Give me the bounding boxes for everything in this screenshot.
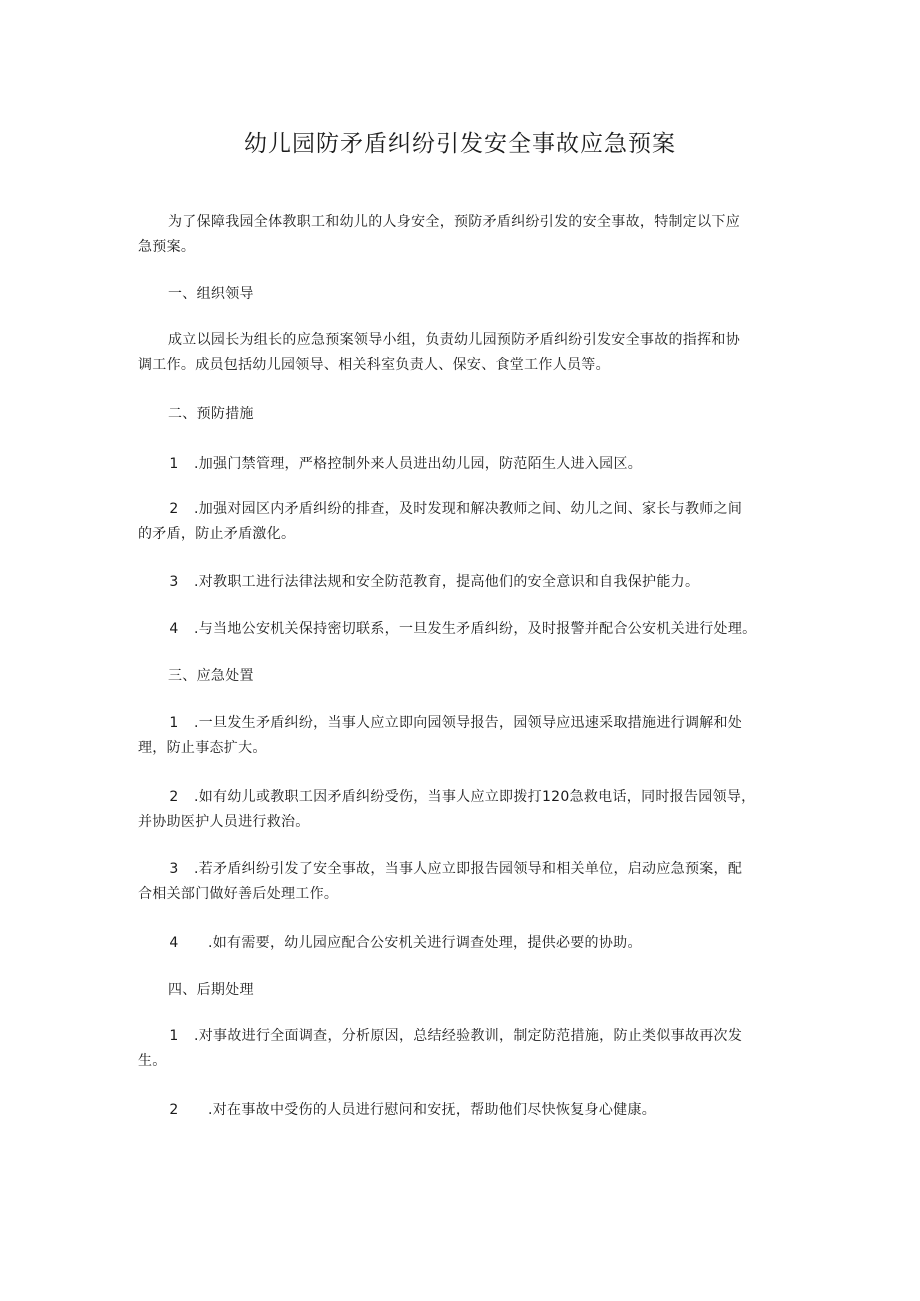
item-text: .对教职工进行法律法规和安全防范教育，提高他们的安全意识和自我保护能力。	[194, 574, 700, 590]
item-number: 3	[169, 574, 179, 590]
item-number: 4	[169, 935, 179, 951]
item-number: 2	[169, 501, 179, 517]
section-heading-text: 三、应急处置	[168, 668, 254, 684]
section-heading	[138, 978, 788, 1003]
item-text-cont: 并协助医护人员进行救治。	[138, 814, 310, 830]
item-number: 3	[169, 861, 179, 877]
item-number: 4	[169, 621, 179, 637]
item-number: 1	[169, 715, 179, 731]
item-number: 1	[169, 456, 179, 472]
list-item	[138, 1024, 788, 1074]
list-item	[138, 497, 788, 547]
item-text: .如有幼儿或教职工因矛盾纠纷受伤，当事人应立即拨打120急救电话，同时报告园领导，	[194, 789, 756, 805]
paragraph-line: 急预案。	[138, 239, 196, 255]
list-item	[138, 711, 788, 761]
item-number: 2	[169, 789, 179, 805]
item-text-cont: 理，防止事态扩大。	[138, 740, 267, 756]
section-heading-text: 一、组织领导	[168, 286, 254, 302]
item-text-cont: 合相关部门做好善后处理工作。	[138, 886, 339, 902]
item-text: .与当地公安机关保持密切联系，一旦发生矛盾纠纷，及时报警并配合公安机关进行处理。	[194, 621, 757, 637]
item-text: .加强对园区内矛盾纠纷的排查，及时发现和解决教师之间、幼儿之间、家长与教师之间	[194, 501, 743, 517]
list-item	[138, 785, 788, 835]
paragraph-line: 成立以园长为组长的应急预案领导小组，负责幼儿园预防矛盾纠纷引发安全事故的指挥和协	[168, 332, 740, 348]
list-item	[138, 857, 788, 907]
paragraph-line: 为了保障我园全体教职工和幼儿的人身安全，预防矛盾纠纷引发的安全事故，特制定以下应	[168, 214, 740, 230]
item-text: .加强门禁管理，严格控制外来人员进出幼儿园，防范陌生人进入园区。	[194, 456, 643, 472]
section-heading	[138, 402, 788, 427]
section-heading-text: 四、后期处理	[168, 982, 254, 998]
list-item	[138, 617, 788, 642]
item-text: .一旦发生矛盾纠纷，当事人应立即向园领导报告，园领导应迅速采取措施进行调解和处	[194, 715, 743, 731]
page-title: 幼儿园防矛盾纠纷引发安全事故应急预案	[244, 131, 676, 157]
item-text-cont: 的矛盾，防止矛盾激化。	[138, 526, 296, 542]
list-item	[138, 452, 788, 477]
section-heading	[138, 282, 788, 307]
section-heading-text: 二、预防措施	[168, 406, 254, 422]
item-text-cont: 生。	[138, 1053, 167, 1069]
item-text: .若矛盾纠纷引发了安全事故，当事人应立即报告园领导和相关单位，启动应急预案，配	[194, 861, 743, 877]
list-item	[138, 931, 788, 956]
list-item	[138, 570, 788, 595]
item-number: 1	[169, 1028, 179, 1044]
section-heading	[138, 664, 788, 689]
section1-paragraph	[138, 328, 788, 378]
paragraph-line: 调工作。成员包括幼儿园领导、相关科室负责人、保安、食堂工作人员等。	[138, 357, 610, 373]
list-item	[138, 1098, 788, 1123]
item-text: .如有需要，幼儿园应配合公安机关进行调查处理，提供必要的协助。	[208, 935, 642, 951]
item-text: .对事故进行全面调查，分析原因，总结经验教训，制定防范措施，防止类似事故再次发	[194, 1028, 743, 1044]
item-number: 2	[169, 1102, 179, 1118]
intro-paragraph	[138, 210, 788, 260]
item-text: .对在事故中受伤的人员进行慰问和安抚，帮助他们尽快恢复身心健康。	[208, 1102, 657, 1118]
